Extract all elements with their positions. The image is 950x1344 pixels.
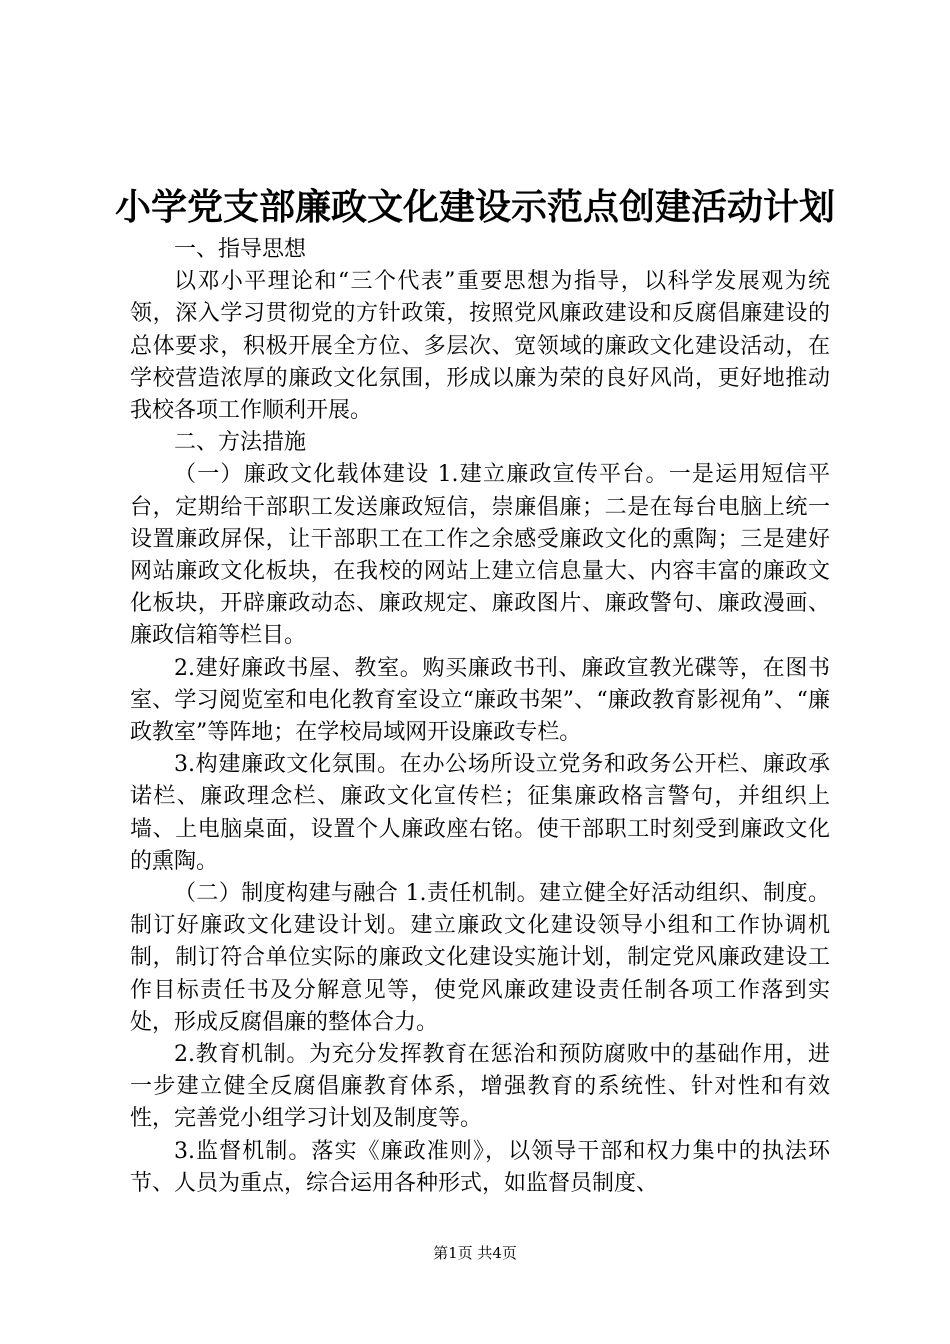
section-heading-methods: 二、方法措施: [174, 430, 307, 456]
section-heading-guiding-thought: 一、指导思想: [174, 237, 307, 262]
document-body: [130, 234, 830, 1200]
document-title: 小学党支部廉政文化建设示范点创建活动计划: [114, 187, 835, 228]
page-number-footer: 第1页 共4页: [433, 1244, 517, 1262]
paragraph-carrier-construction: （一）廉政文化载体建设 1.建立廉政宣传平台。一是运用短信平台，定期给干部职工发送廉政短信，崇廉倡廉；二是在每台电脑上统一设置廉政屏保，让干部职工在工作之余感受廉政文化的熏陶；三是建好网站廉政文化板块，在我校的网站上建立信息量大、内容丰富的廉政文化板块，开辟廉政动态、廉政规定、廉政图片、廉政警句、廉政漫画、廉政信箱等栏目。: [130, 462, 830, 649]
paragraph-guiding-thought: 以邓小平理论和“三个代表”重要思想为指导，以科学发展观为统领，深入学习贯彻党的方针政策，按照党风廉政建设和反腐倡廉建设的总体要求，积极开展全方位、多层次、宽领域的廉政文化建设活动，在学校营造浓厚的廉政文化氛围，形成以廉为荣的良好风尚，更好地推动我校各项工作顺利开展。: [130, 269, 830, 424]
paragraph-book-room: 2.建好廉政书屋、教室。购买廉政书刊、廉政宣教光碟等，在图书室、学习阅览室和电化教育室设立“廉政书架”、“廉政教育影视角”、“廉政教室”等阵地；在学校局域网开设廉政专栏。: [130, 655, 830, 746]
paragraph-atmosphere: 3.构建廉政文化氛围。在办公场所设立党务和政务公开栏、廉政承诺栏、廉政理念栏、廉政文化宣传栏；征集廉政格言警句，并组织上墙、上电脑桌面，设置个人廉政座右铭。使干部职工时刻受到廉政文化的熏陶。: [130, 752, 830, 874]
paragraph-education-mechanism: 2.教育机制。为充分发挥教育在惩治和预防腐败中的基础作用，进一步建立健全反腐倡廉教育体系，增强教育的系统性、针对性和有效性，完善党小组学习计划及制度等。: [130, 1042, 830, 1132]
paragraph-supervision-mechanism: 3.监督机制。落实《廉政准则》，以领导干部和权力集中的执法环节、人员为重点，综合运用各种形式，如监督员制度、: [130, 1138, 830, 1196]
paragraph-system-construction: （二）制度构建与融合 1.责任机制。建立健全好活动组织、制度。制订好廉政文化建设计划。建立廉政文化建设领导小组和工作协调机制，制订符合单位实际的廉政文化建设实施计划，制定党风廉政建设工作目标责任书及分解意见等，使党风廉政建设责任制各项工作落到实处，形成反腐倡廉的整体合力。: [130, 881, 830, 1035]
